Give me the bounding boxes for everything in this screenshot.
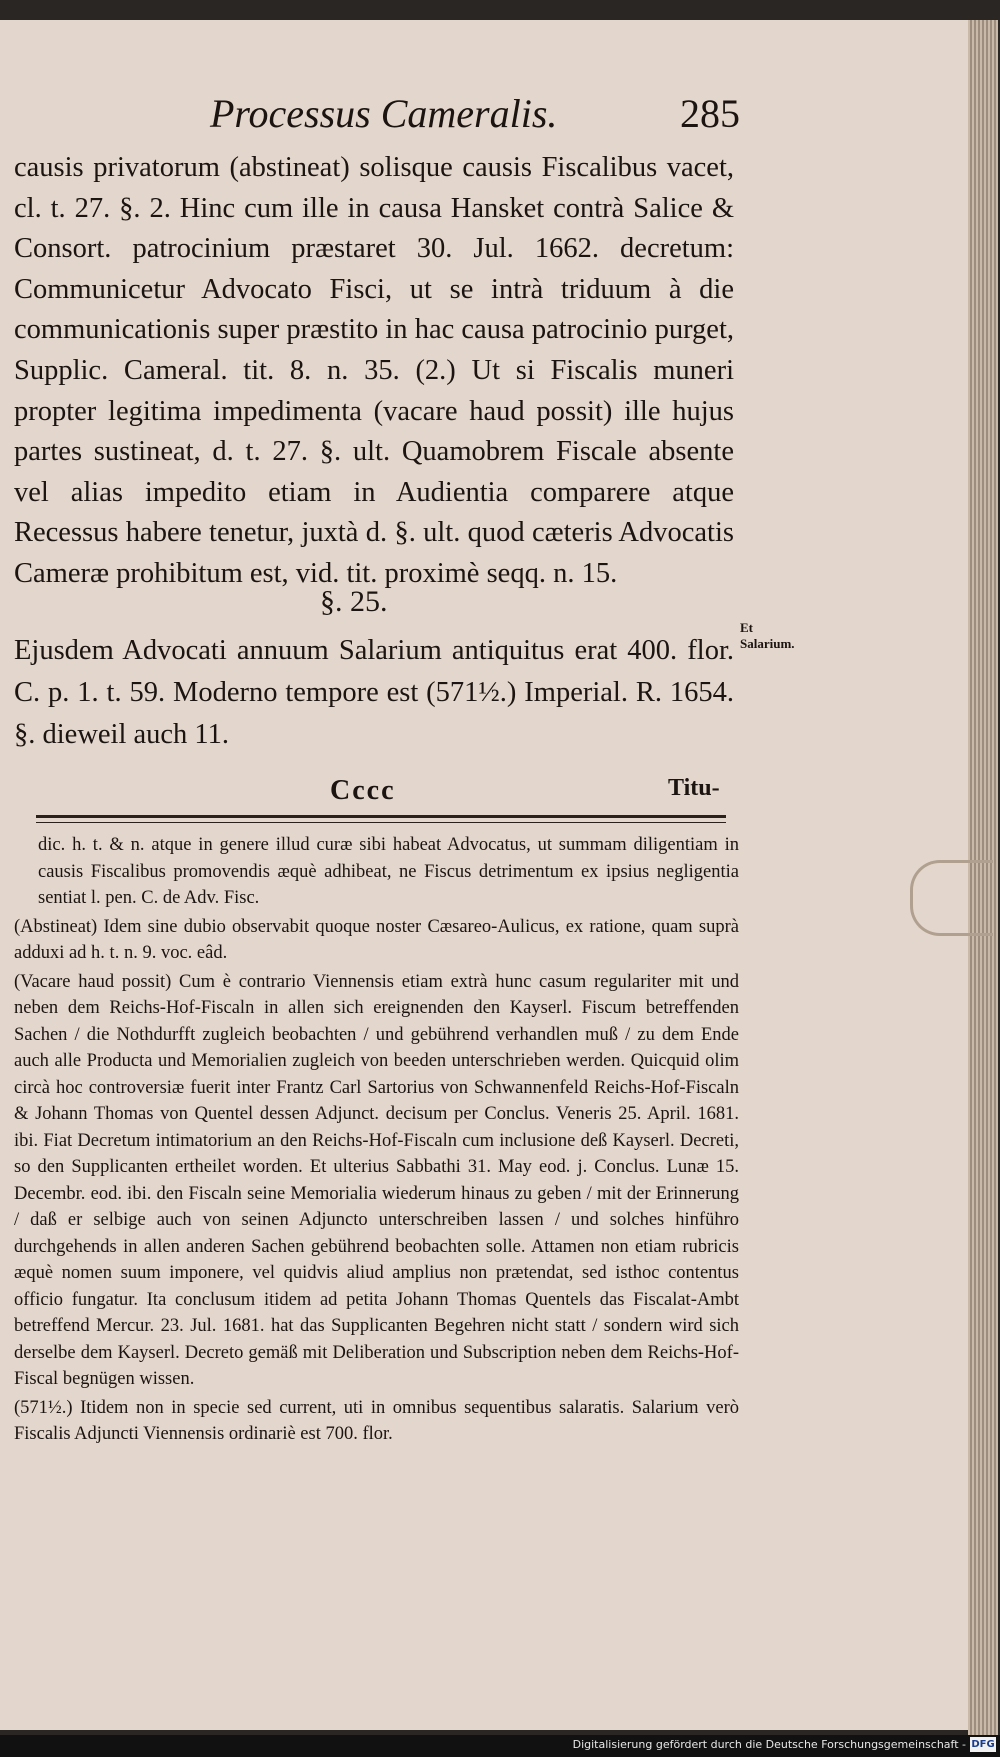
signature-mark: Cccc [330,775,396,806]
running-head: Processus Cameralis. [210,91,558,136]
footnote-paragraph: (Vacare haud possit) Cum è contrario Viennensis etiam extrà hunc casum regulariter mit und neben dem Reichs-Hof-Fiscaln in allen sich ereignenden den Kayserl. Fiscum betreffenden Sachen / die Nothdurfft zugleich beobachten / und gebührend verhandlen muß / zu dem Ende auch alle Producta und Memorialien zugleich von beeden unterschrieben werden. Quicquid olim circà hoc controversiæ fuerit inter Frantz Carl Sartorius von Schwannenfeld Reichs-Hof-Fiscaln & Johann Thomas von Quentel dessen Adjunct. decisum per Conclus. Veneris 25. April. 1681. ibi. Fiat Decretum intimatorium an den Reichs-Hof-Fiscaln cum inclusione deß Kayserl. Decreti, so den Supplicanten ertheilet worden. Et ulterius Sabbathi 31. May eod. j. Conclus. Lunæ 15. Decembr. eod. ibi. den Fiscaln seine Memorialia wiederum hinaus zu geben / mit der Erinnerung / daß er selbige auch von seinen Adjuncto unterschreiben lassen / und solches hinführo durchgehends in allen anderen Sachen gebührend beobachten solle. Attamen non etiam rubricis æquè nomen suum imponere, vel quidvis aliud amplius non prætendat, sed isthoc contentus officio fungatur. Ita conclusum itidem ad petita Johann Thomas Quentels das Fiscalat-Ambt betreffend Mercur. 23. Jul. 1681. hat das Supplicanten Begehren nicht statt / sondern wird sich derselbe dem Kayserl. Decreto gemäß mit Deliberation und Subscription neben dem Reichs-Hof-Fiscal begnügen wissen. [14,971,739,1389]
footnote-rule [36,815,726,823]
page-clip-mark [910,860,993,936]
footnote-paragraph: (571½.) Itidem non in specie sed current, uti in omnibus sequentibus salaratis. Salarium verò Fiscalis Adjuncti Viennensis ordinariè est 700. flor. [14,1397,739,1444]
footnote-paragraph: dic. h. t. & n. atque in genere illud curæ sibi habeat Advocatus, ut summam diligentiam in causis Fiscalibus promovendis æquè adhibeat, ne Fiscus detrimentum ex ipsius negligentia sentiat l. pen. C. de Adv. Fisc. [38,835,739,908]
section-25-paragraph: Ejusdem Advocati annuum Salarium antiquitus erat 400. flor. C. p. 1. t. 59. Moderno tempore est (571½.) Imperial. R. 1654. §. dieweil auch 11. [14,635,734,750]
footer-credit: Digitalisierung gefördert durch die Deutsche Forschungsgemeinschaft - [572,1738,966,1751]
main-text-upper [14,148,734,595]
footnote-paragraph: (Abstineat) Idem sine dubio observabit quoque noster Cæsareo-Aulicus, ex ratione, quam suprà adduxi ad h. t. n. 9. voc. eâd. [14,916,739,963]
catchword: Titu- [668,775,720,801]
section-heading: §. 25. [320,585,388,618]
margin-note: Et Salarium. [740,620,795,651]
paragraph: causis privatorum (abstineat) solisque causis Fiscalibus vacet, cl. t. 27. §. 2. Hinc cum ille in causa Hansket contrà Salice & Consort. patrocinium præstaret 30. Jul. 1662. decretum: Communicetur Advocato Fisci, ut se intrà triduum à die communicationis super præstito in hac causa patrocinio purget, Supplic. Cameral. tit. 8. n. 35. (2.) Ut si Fiscalis muneri propter legitima impedimenta (vacare haud possit) ille hujus partes sustineat, d. t. 27. §. ult. Quamobrem Fiscale absente vel alias impedito etiam in Audientia comparere atque Recessus habere tenetur, juxtà d. §. ult. quod cæteris Advocatis Cameræ prohibitum est, vid. tit. proximè seqq. n. 15. [14,152,734,589]
dfg-logo: DFG [971,1739,995,1750]
page-number: 285 [680,91,740,136]
footnotes [14,832,739,1450]
